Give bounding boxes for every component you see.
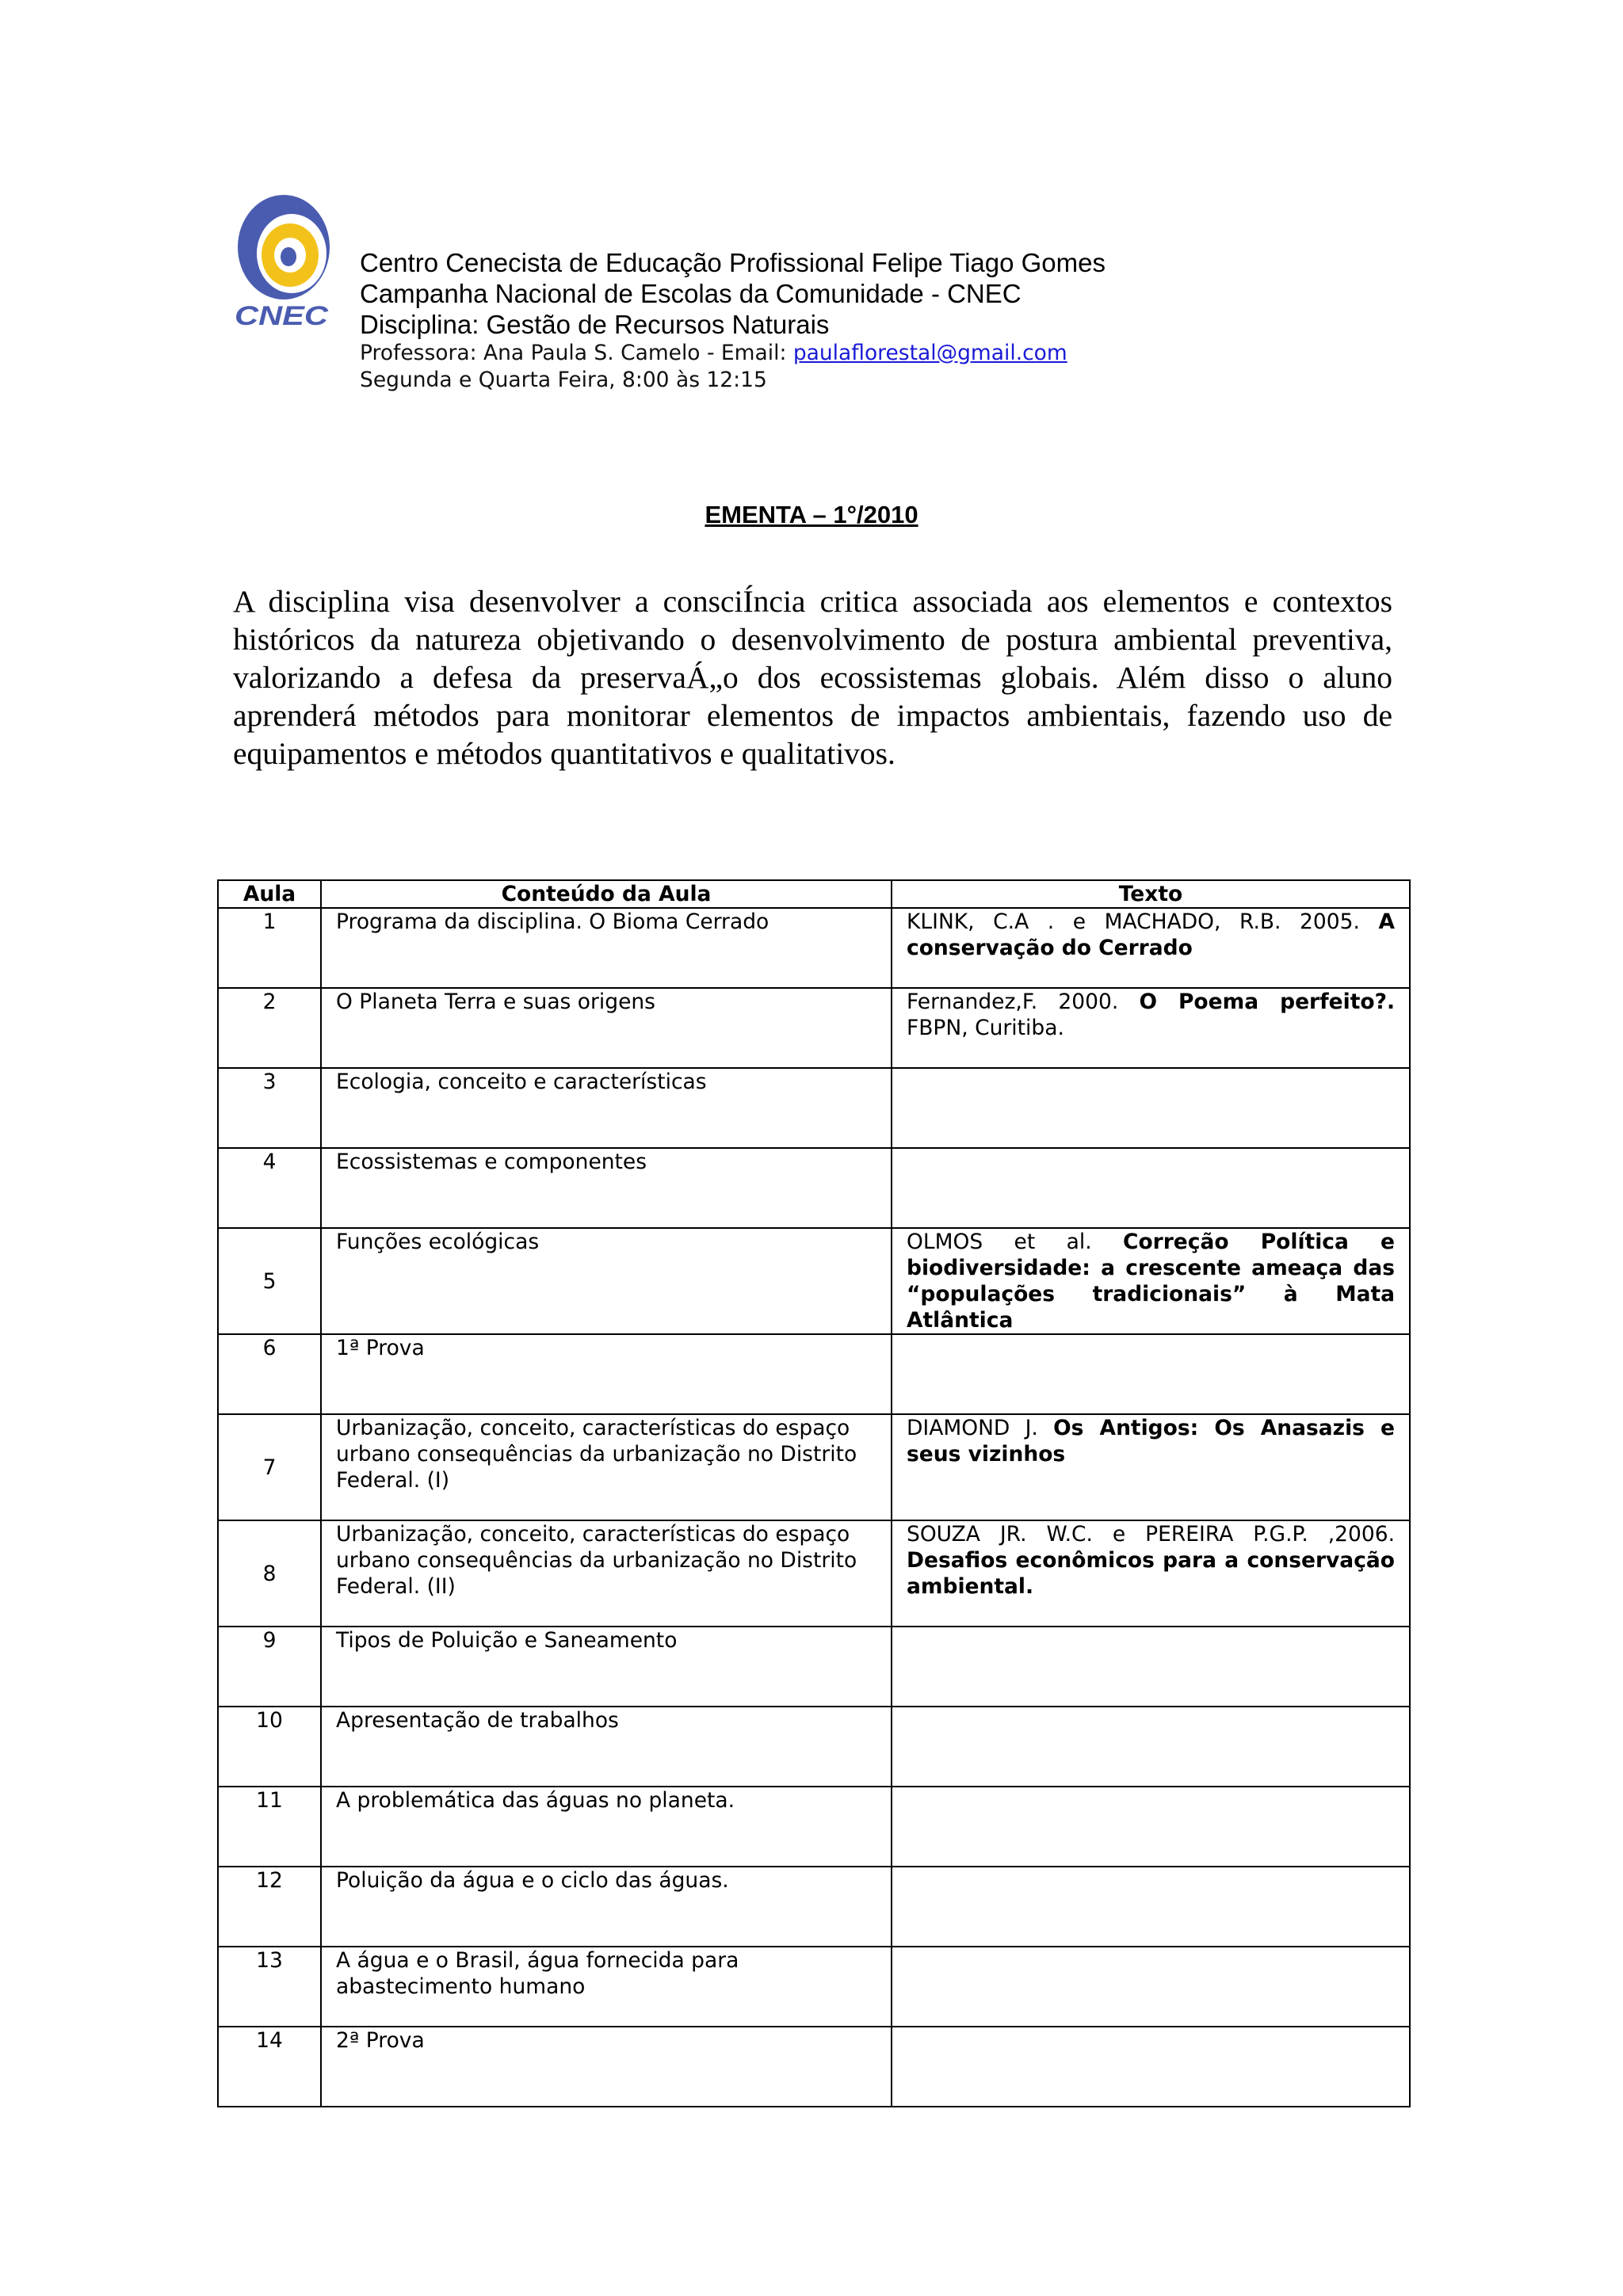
lesson-number: 3 xyxy=(218,1068,321,1148)
lesson-number: 7 xyxy=(218,1414,321,1520)
schedule-line: Segunda e Quarta Feira, 8:00 às 12:15 xyxy=(360,368,767,392)
lesson-number: 8 xyxy=(218,1520,321,1627)
lesson-number: 1 xyxy=(218,908,321,988)
header-aula: Aula xyxy=(218,880,321,908)
syllabus-table xyxy=(217,879,1411,2107)
table-row xyxy=(218,1148,1410,1228)
lesson-content: Apresentação de trabalhos xyxy=(321,1707,892,1787)
table-header-row xyxy=(218,880,1410,908)
reference-title: A conservação do Cerrado xyxy=(907,910,1395,960)
reference-author: KLINK, C.A . e MACHADO, R.B. 2005. xyxy=(907,910,1379,934)
table-row xyxy=(218,1334,1410,1414)
lesson-number: 5 xyxy=(218,1228,321,1334)
lesson-reference xyxy=(892,1148,1410,1228)
reference-author: SOUZA JR. W.C. e PEREIRA P.G.P. ,2006. xyxy=(907,1522,1395,1547)
lesson-number: 13 xyxy=(218,1947,321,2027)
logo-text: CNEC xyxy=(235,301,329,331)
lesson-number: 14 xyxy=(218,2027,321,2107)
lesson-content: 1ª Prova xyxy=(321,1334,892,1414)
table-row xyxy=(218,1228,1410,1334)
lesson-content: Urbanização, conceito, características do espaço urbano consequências da urbanização no Distrito Federal. (I) xyxy=(321,1414,892,1520)
table-row xyxy=(218,2027,1410,2107)
header-texto: Texto xyxy=(892,880,1410,908)
lesson-reference xyxy=(892,1228,1410,1334)
table-row xyxy=(218,908,1410,988)
lesson-reference xyxy=(892,988,1410,1068)
institution-name: Centro Cenecista de Educação Profissional Felipe Tiago Gomes xyxy=(360,248,1106,277)
table-row xyxy=(218,1707,1410,1787)
lesson-number: 9 xyxy=(218,1627,321,1707)
lesson-number: 12 xyxy=(218,1867,321,1947)
lesson-number: 2 xyxy=(218,988,321,1068)
lesson-number: 6 xyxy=(218,1334,321,1414)
syllabus-description: A disciplina visa desenvolver a consciÍncia critica associada aos elementos e contextos históricos da natureza objetivando o desenvolvimento de postura ambiental preventiva, valorizando a defesa da preservaÁ„o dos ecossistemas globais. Além disso o aluno aprenderá métodos para monitorar elementos de impactos ambientais, fazendo uso de equipamentos e métodos quantitativos e qualitativos. xyxy=(233,584,1392,771)
lesson-reference xyxy=(892,2027,1410,2107)
title-text: EMENTA – 1°/2010 xyxy=(705,501,918,528)
campaign-name: Campanha Nacional de Escolas da Comunidade - CNEC xyxy=(360,279,1022,308)
reference-title: O Poema perfeito?. xyxy=(1139,990,1396,1014)
lesson-content: Poluição da água e o ciclo das águas. xyxy=(321,1867,892,1947)
table-row xyxy=(218,1414,1410,1520)
lesson-content: Tipos de Poluição e Saneamento xyxy=(321,1627,892,1707)
lesson-content: A problemática das águas no planeta. xyxy=(321,1787,892,1867)
lesson-reference xyxy=(892,1627,1410,1707)
reference-publisher: FBPN, Curitiba. xyxy=(907,1016,1064,1040)
table-body xyxy=(218,908,1410,2107)
lesson-reference xyxy=(892,1947,1410,2027)
table-row xyxy=(218,1520,1410,1627)
institution-header xyxy=(360,247,1311,394)
lesson-content: Funções ecológicas xyxy=(321,1228,892,1334)
reference-title: Correção Política e biodiversidade: a crescente ameaça das “populações tradicionais” à Mata Atlântica xyxy=(907,1230,1396,1333)
teacher-info: Professora: Ana Paula S. Camelo - Email: xyxy=(360,341,793,365)
lesson-number: 4 xyxy=(218,1148,321,1228)
lesson-content: 2ª Prova xyxy=(321,2027,892,2107)
lesson-content: Ecossistemas e componentes xyxy=(321,1148,892,1228)
lesson-number: 10 xyxy=(218,1707,321,1787)
table-row xyxy=(218,988,1410,1068)
table-row xyxy=(218,1787,1410,1867)
lesson-reference xyxy=(892,1867,1410,1947)
lesson-reference xyxy=(892,1068,1410,1148)
lesson-content: Programa da disciplina. O Bioma Cerrado xyxy=(321,908,892,988)
teacher-line xyxy=(360,340,1311,367)
table-row xyxy=(218,1068,1410,1148)
lesson-content: A água e o Brasil, água fornecida para abastecimento humano xyxy=(321,1947,892,2027)
table-row xyxy=(218,1867,1410,1947)
reference-author: Fernandez,F. 2000. xyxy=(907,990,1140,1014)
lesson-content: O Planeta Terra e suas origens xyxy=(321,988,892,1068)
lesson-reference xyxy=(892,1707,1410,1787)
reference-author: OLMOS et al. xyxy=(907,1230,1123,1254)
header-conteudo: Conteúdo da Aula xyxy=(321,880,892,908)
reference-title: Os Antigos: Os Anasazis e seus vizinhos xyxy=(907,1416,1396,1466)
discipline-name: Disciplina: Gestão de Recursos Naturais xyxy=(360,310,830,339)
document-title xyxy=(0,501,1623,529)
lesson-reference xyxy=(892,1334,1410,1414)
lesson-number: 11 xyxy=(218,1787,321,1867)
lesson-reference xyxy=(892,1520,1410,1627)
lesson-content: Ecologia, conceito e características xyxy=(321,1068,892,1148)
reference-author: DIAMOND J. xyxy=(907,1416,1054,1440)
lesson-reference xyxy=(892,1787,1410,1867)
table-row xyxy=(218,1627,1410,1707)
cnec-logo xyxy=(231,190,331,333)
reference-title: Desafios econômicos para a conservação ambiental. xyxy=(907,1548,1395,1599)
lesson-reference xyxy=(892,908,1410,988)
table-row xyxy=(218,1947,1410,2027)
email-link[interactable]: paulaflorestal@gmail.com xyxy=(792,341,1067,365)
lesson-content: Urbanização, conceito, características do espaço urbano consequências da urbanização no Distrito Federal. (II) xyxy=(321,1520,892,1627)
lesson-reference xyxy=(892,1414,1410,1520)
